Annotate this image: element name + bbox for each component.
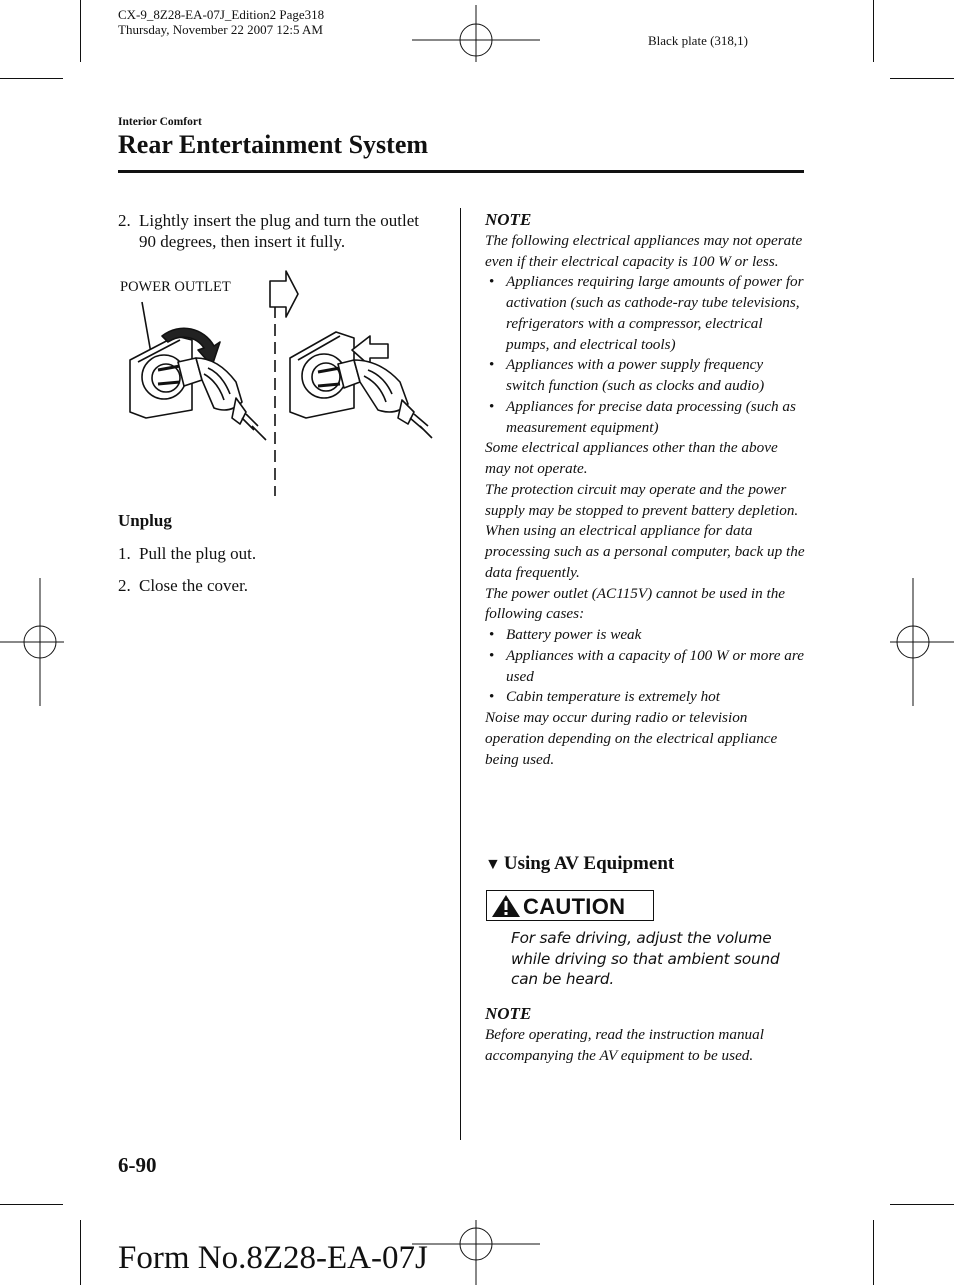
plate-label: Black plate (318,1) <box>648 33 748 48</box>
step-text: Lightly insert the plug and turn the outlet 90 degrees, then insert it fully. <box>139 211 419 251</box>
unplug-step-1 <box>118 543 428 564</box>
note-paragraph: The protection circuit may operate and the power supply may be stopped to prevent battery depletion. <box>485 480 799 519</box>
list-item-text: Appliances with a power supply frequency switch function (such as clocks and audio) <box>506 356 765 394</box>
title-divider <box>118 170 804 173</box>
list-item <box>485 272 805 355</box>
print-slug <box>118 7 324 37</box>
list-item-text: Appliances requiring large amounts of power for activation (such as cathode-ray tube televisions, refrigerators with a compressor, electrical pumps, and electrical tools) <box>506 273 804 353</box>
appliance-list <box>485 272 805 438</box>
caution-label: CAUTION <box>523 894 626 919</box>
caution-text: For safe driving, adjust the volume while driving so that ambient sound can be heard. <box>511 929 780 988</box>
list-item <box>485 687 805 708</box>
unplug-heading: Unplug <box>118 511 172 530</box>
bullet-icon: • <box>489 356 495 374</box>
form-number: Form No.8Z28-EA-07J <box>118 1240 428 1276</box>
list-item <box>485 625 805 646</box>
figure-label-power-outlet: POWER OUTLET <box>120 279 231 295</box>
step-number: 2. <box>118 211 131 230</box>
triangle-down-icon: ▼ <box>485 856 501 873</box>
list-item-text: Battery power is weak <box>506 626 642 643</box>
bullet-icon: • <box>489 626 495 643</box>
list-item <box>485 646 805 688</box>
step-number: 1. <box>118 544 131 563</box>
slug-line-1: CX-9_8Z28-EA-07J_Edition2 Page318 <box>118 7 325 22</box>
note-block <box>485 210 805 770</box>
bullet-icon: • <box>489 397 495 415</box>
list-item <box>485 397 805 439</box>
note-paragraph: The power outlet (AC115V) cannot be used in the following cases: <box>485 584 786 623</box>
list-item-text: Appliances with a capacity of 100 W or more are used <box>506 646 804 685</box>
list-item-text: Appliances for precise data processing (such as measurement equipment) <box>506 397 796 436</box>
note-paragraph: Some electrical appliances other than the above may not operate. <box>485 439 778 477</box>
note-text: Before operating, read the instruction manual accompanying the AV equipment to be used. <box>485 1025 764 1064</box>
column-divider <box>460 208 461 1140</box>
warning-triangle-icon <box>491 894 521 918</box>
step-number: 2. <box>118 576 131 595</box>
slug-line-2: Thursday, November 22 2007 12:5 AM <box>118 22 323 37</box>
section-label: Interior Comfort <box>118 116 202 128</box>
note-heading: NOTE <box>485 210 532 229</box>
case-list <box>485 625 805 708</box>
note-intro: The following electrical appliances may not operate even if their electrical capacity is 100 W or less. <box>485 231 803 270</box>
page-number: 6-90 <box>118 1153 157 1177</box>
subsection-heading <box>485 853 674 875</box>
note-paragraph: Noise may occur during radio or television operation depending on the electrical appliance being used. <box>485 709 778 768</box>
bullet-icon: • <box>489 273 495 291</box>
step-text: Pull the plug out. <box>139 544 257 563</box>
bullet-icon: • <box>489 688 495 706</box>
insert-plug-step <box>118 210 428 252</box>
page-title: Rear Entertainment System <box>118 130 429 159</box>
step-text: Close the cover. <box>139 576 249 595</box>
power-outlet-illustration <box>118 262 448 498</box>
list-item <box>485 355 805 397</box>
list-item-text: Cabin temperature is extremely hot <box>506 688 720 706</box>
av-note-block <box>485 1004 805 1066</box>
bullet-icon: • <box>489 646 495 664</box>
note-heading: NOTE <box>485 1004 532 1023</box>
note-paragraph: When using an electrical appliance for data processing such as a personal computer, back up the data frequently. <box>485 522 805 581</box>
caution-label-box <box>486 890 654 921</box>
unplug-step-2 <box>118 575 428 596</box>
subsection-title: Using AV Equipment <box>503 853 675 874</box>
